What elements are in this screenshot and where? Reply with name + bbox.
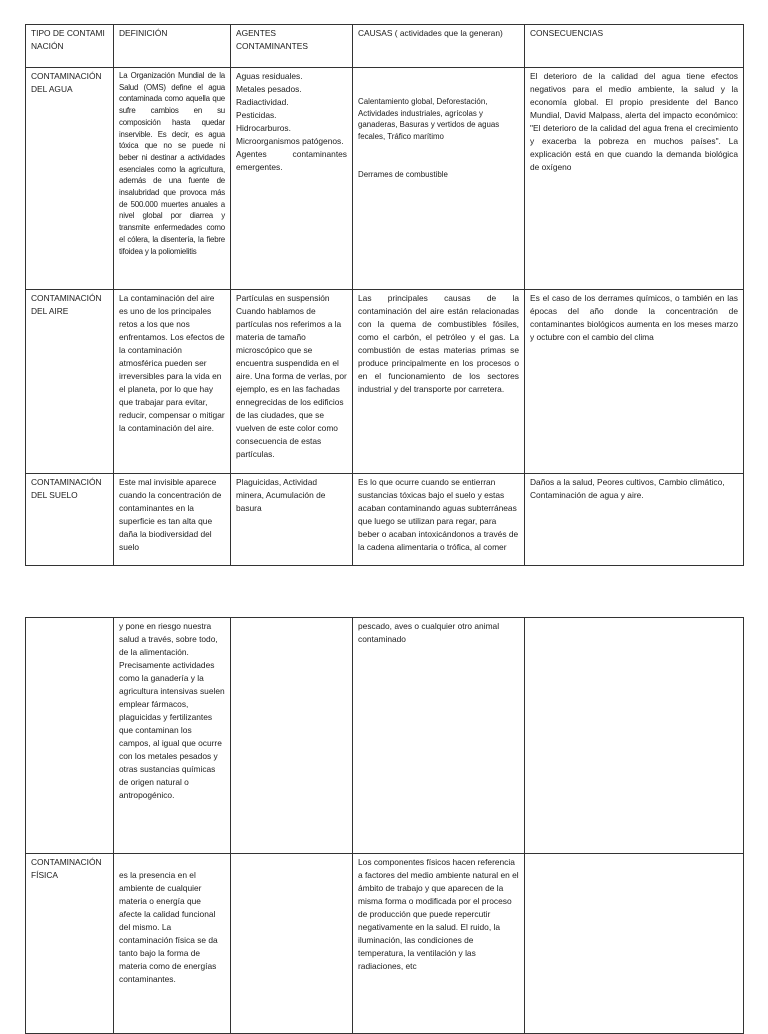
header-consecuencias: CONSECUENCIAS (525, 25, 744, 68)
suelo-cont-agentes (231, 618, 353, 854)
fisica-tipo: CONTAMINACIÓN FÍSICA (26, 854, 114, 1034)
aire-consecuencias: Es el caso de los derrames químicos, o también en las épocas del año donde la concentración de contaminantes biológicos aumenta en los meses marzo y octubre con el cambio del clima (525, 290, 744, 474)
row-suelo (26, 474, 744, 566)
suelo-cont-definicion: y pone en riesgo nuestra salud a través, sobre todo, de la alimentación. Precisamente actividades como la ganadería y la agricultura intensivas suelen emplear fármacos, plaguicidas y fertilizantes que contaminan los campos, al igual que ocurre con los metales pesados y otras sustancias químicas de origen natural o antropogénico. (114, 618, 231, 854)
row-fisica (26, 854, 744, 1034)
header-tipo: TIPO DE CONTAMINACIÓN (26, 25, 114, 68)
agua-causas (353, 68, 525, 290)
suelo-causas: Es lo que ocurre cuando se entierran sustancias tóxicas bajo el suelo y estas acaban contaminando aguas subterráneas que luego se utilizan para regar, para beber o acaban intoxicándonos a través de la cadena alimentaria o trófica, al comer (353, 474, 525, 566)
aire-agentes: Partículas en suspensión Cuando hablamos de partículas nos referimos a la materia de tamaño microscópico que se encuentra suspendida en el aire. Una forma de verlas, por ejemplo, es en las fachadas ennegrecidas de los edificios de las ciudades, que se vuelven de este color como consecuencia de estas partículas. (231, 290, 353, 474)
suelo-tipo: CONTAMINACIÓN DEL SUELO (26, 474, 114, 566)
agua-causas-derrames: Derrames de combustible (358, 169, 448, 179)
suelo-cont-tipo (26, 618, 114, 854)
fisica-consecuencias (525, 854, 744, 1034)
header-row (26, 25, 744, 68)
row-aire (26, 290, 744, 474)
aire-definicion: La contaminación del aire es uno de los principales retos a los que nos enfrentamos. Los efectos de la contaminación atmosférica pueden ser irreversibles para la vida en el planeta, por lo que hay que trabajar para evitar, reducir, compensar o mitigar la contaminación del aire. (114, 290, 231, 474)
fisica-agentes (231, 854, 353, 1034)
agua-causas-lista: Calentamiento global, Deforestación, Actividades industriales, agrícolas y ganaderas, Basuras y vertidos de aguas fecales, Tráfico marítimo (358, 97, 500, 142)
fisica-definicion (114, 854, 231, 1034)
pollution-table-page-1 (25, 24, 744, 566)
header-definicion: DEFINICIÓN (114, 25, 231, 68)
suelo-definicion: Este mal invisible aparece cuando la concentración de contaminantes en la superficie es tan alta que daña la biodiversidad del suelo (114, 474, 231, 566)
header-agentes: AGENTES CONTAMINANTES (231, 25, 353, 68)
aire-causas: Las principales causas de la contaminación del aire están relacionadas con la quema de combustibles fósiles, como el carbón, el petróleo y el gas. La combustión de estas materias primas se produce principalmente en los procesos o en el funcionamiento de los sectores industrial y del transporte por carretera. (353, 290, 525, 474)
header-causas: CAUSAS ( actividades que la generan) (353, 25, 525, 68)
agua-tipo: CONTAMINACIÓN DEL AGUA (26, 68, 114, 290)
pollution-table-page-2 (25, 617, 744, 1034)
agua-agentes: Aguas residuales. Metales pesados. Radiactividad. Pesticidas. Hidrocarburos. Microorganismos patógenos. Agentes contaminantes emergentes. (231, 68, 353, 290)
row-suelo-continuacion (26, 618, 744, 854)
agua-consecuencias: El deterioro de la calidad del agua tiene efectos negativos para el medio ambiente, la salud y la economía global. El propio presidente del Banco Mundial, David Malpass, alerta del impacto económico: "El deterioro de la calidad del agua frena el crecimiento y exacerba la pobreza en muchos países". La explicación está en que cuando la demanda biológica de oxígeno (525, 68, 744, 290)
suelo-agentes: Plaguicidas, Actividad minera, Acumulación de basura (231, 474, 353, 566)
suelo-cont-consecuencias (525, 618, 744, 854)
fisica-definicion-texto: es la presencia en el ambiente de cualquier materia o energía que afecte la calidad funcional del mismo. La contaminación física se da tanto bajo la forma de materia como de energías contaminantes. (119, 870, 218, 984)
row-agua (26, 68, 744, 290)
suelo-consecuencias: Daños a la salud, Peores cultivos, Cambio climático, Contaminación de agua y aire. (525, 474, 744, 566)
aire-tipo: CONTAMINACIÓN DEL AIRE (26, 290, 114, 474)
agua-definicion: La Organización Mundial de la Salud (OMS) define el agua contaminada como aquella que sufre cambios en su composición hasta quedar inservible. Es decir, es agua tóxica que no se puede ni beber ni destinar a actividades esenciales como la agricultura, además de una fuente de insalubridad que provoca más de 500.000 muertes anuales a nivel global por diarrea y transmite enfermedades como el cólera, la disentería, la fiebre tifoidea y la poliomielitis (114, 68, 231, 290)
suelo-cont-causas: pescado, aves o cualquier otro animal contaminado (353, 618, 525, 854)
fisica-causas: Los componentes físicos hacen referencia a factores del medio ambiente natural en el ámbito de trabajo y que aparecen de la misma forma o modificada por el proceso de producción que puede repercutir negativamente en la salud. El ruido, la iluminación, las condiciones de temperatura, la ventilación y las radiaciones, etc (353, 854, 525, 1034)
